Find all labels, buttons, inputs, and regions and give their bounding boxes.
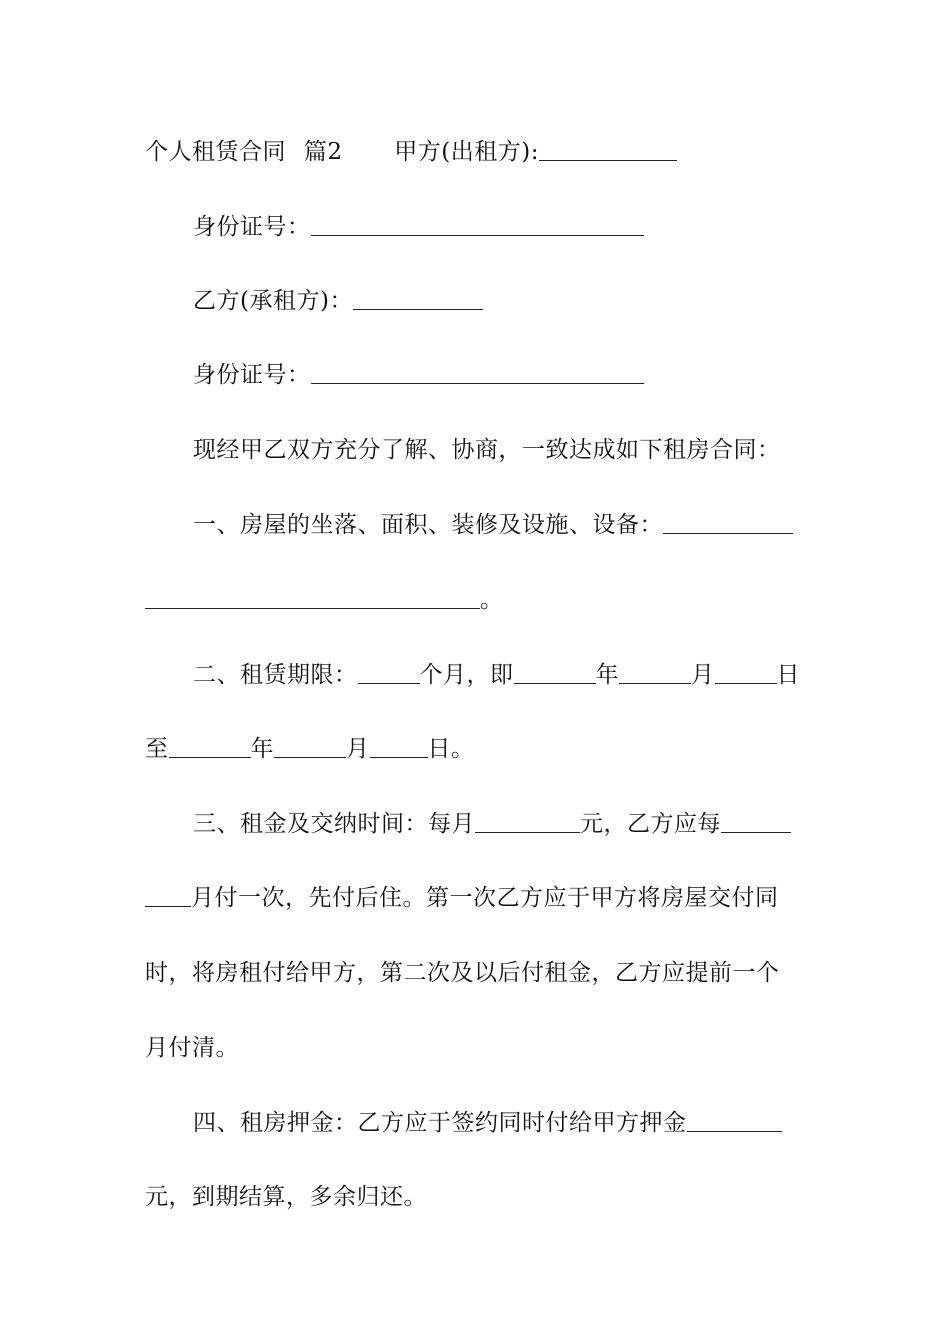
month-unit-text: 个月，即 — [419, 662, 514, 688]
clause-3-line-1 — [193, 809, 810, 839]
start-day-label: 日 — [776, 662, 800, 688]
clause-4-line-2 — [145, 1182, 810, 1212]
clause-2-label: 二、租赁期限： — [193, 662, 358, 688]
start-month-label: 月 — [691, 662, 715, 688]
party-b-id-line — [193, 360, 810, 390]
clause-1-blank-a — [663, 511, 793, 534]
clause-3-label: 三、租金及交纳时间：每月 — [193, 811, 475, 837]
start-year-label: 年 — [595, 662, 619, 688]
party-a-id-blank — [311, 213, 644, 236]
end-year-blank — [169, 735, 251, 758]
end-year-label: 年 — [250, 736, 274, 762]
clause-2-line-1 — [193, 660, 810, 690]
intro-text: 现经甲乙双方充分了解、协商，一致达成如下租房合同： — [193, 437, 781, 463]
intro-paragraph — [193, 435, 810, 465]
clause-3-line-2-text: 月付一次，先付后住。第一次乙方应于甲方将房屋交付同 — [191, 885, 779, 911]
party-a-id-line — [193, 212, 810, 242]
party-b-blank — [353, 287, 483, 310]
clause-1-end: 。 — [480, 587, 504, 613]
clause-4-line-2-text: 元，到期结算，多余归还。 — [145, 1184, 427, 1210]
end-day-blank — [370, 735, 428, 758]
pay-interval-blank-b — [145, 884, 191, 907]
section-label: 篇2 — [303, 139, 343, 165]
to-label: 至 — [145, 736, 169, 762]
end-day-label: 日。 — [427, 736, 475, 762]
clause-1-text: 一、房屋的坐落、面积、装修及设施、设备： — [193, 512, 663, 538]
party-b-line — [193, 286, 810, 316]
clause-3-yuan: 元，乙方应每 — [580, 811, 721, 837]
clause-4-text: 四、租房押金：乙方应于签约同时付给甲方押金 — [193, 1110, 687, 1136]
clause-1-line-1 — [193, 510, 810, 540]
start-day-blank — [715, 661, 777, 684]
party-a-blank — [539, 138, 677, 161]
clause-3-line-4 — [145, 1033, 810, 1063]
party-b-id-label: 身份证号： — [193, 362, 311, 388]
deposit-blank — [687, 1109, 782, 1132]
party-a-label: 甲方(出租方): — [394, 139, 539, 165]
party-a-id-label: 身份证号： — [193, 214, 311, 240]
end-month-label: 月 — [346, 736, 370, 762]
contract-title: 个人租赁合同 — [145, 139, 286, 165]
start-year-blank — [514, 661, 596, 684]
clause-1-line-2 — [145, 585, 810, 615]
clause-3-line-2 — [145, 883, 810, 913]
party-b-id-blank — [311, 361, 644, 384]
start-month-blank — [619, 661, 691, 684]
end-month-blank — [274, 735, 346, 758]
party-b-label: 乙方(承租方)： — [193, 288, 353, 314]
clause-3-line-4-text: 月付清。 — [145, 1035, 239, 1061]
months-blank — [358, 661, 420, 684]
pay-interval-blank-a — [721, 810, 791, 833]
rent-amount-blank — [475, 810, 580, 833]
title-line — [145, 137, 810, 167]
clause-3-line-3 — [145, 958, 810, 988]
clause-2-line-2 — [145, 734, 810, 764]
clause-4-line-1 — [193, 1108, 810, 1138]
clause-1-blank-b — [145, 586, 480, 609]
clause-3-line-3-text: 时，将房租付给甲方，第二次及以后付租金，乙方应提前一个 — [145, 960, 780, 986]
